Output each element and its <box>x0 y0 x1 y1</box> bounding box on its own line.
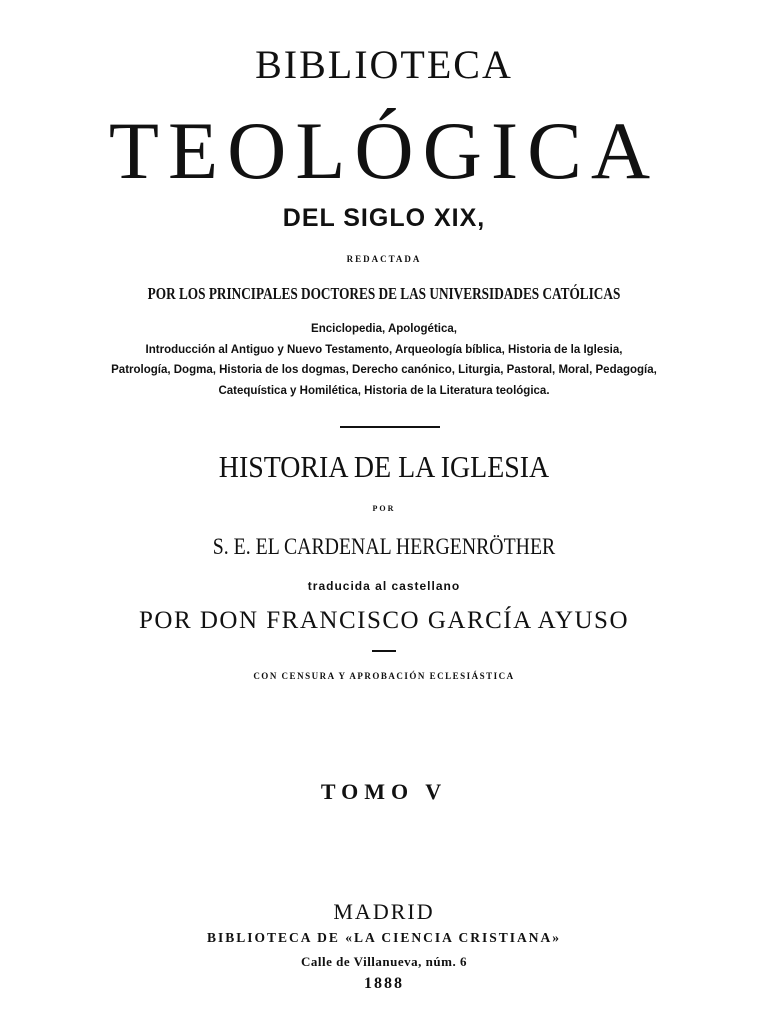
subjects-line: Patrología, Dogma, Historia de los dogmas, Derecho canónico, Liturgia, Pastoral, Moral, Pedagogía, <box>111 364 657 376</box>
translator-name: POR DON FRANCISCO GARCÍA AYUSO <box>138 607 630 634</box>
por-label: POR <box>372 504 396 513</box>
subjects-line: Introducción al Antiguo y Nuevo Testamento, Arqueología bíblica, Historia de la Iglesia, <box>145 344 623 356</box>
series-title: BIBLIOTECA <box>255 42 513 87</box>
subjects-line: Enciclopedia, Apologética, <box>311 323 457 335</box>
authors-line: POR LOS PRINCIPALES DOCTORES DE LAS UNIVERSIDADES CATÓLICAS <box>147 284 621 303</box>
redactada-label: REDACTADA <box>346 254 422 264</box>
imprint-city: MADRID <box>333 899 435 924</box>
imprint-publisher: BIBLIOTECA DE «LA CIENCIA CRISTIANA» <box>206 930 562 945</box>
century-subtitle: DEL SIGLO XIX, <box>282 204 486 232</box>
small-divider <box>372 650 396 652</box>
censura-line: CON CENSURA Y APROBACIÓN ECLESIÁSTICA <box>253 671 515 681</box>
volume-label: TOMO V <box>320 779 448 804</box>
author-name: S. E. EL CARDENAL HERGENRÖTHER <box>212 534 556 559</box>
translated-label: traducida al castellano <box>307 579 461 593</box>
work-title: HISTORIA DE LA IGLESIA <box>218 449 550 484</box>
imprint-address: Calle de Villanueva, núm. 6 <box>301 954 467 969</box>
imprint-year: 1888 <box>364 975 404 992</box>
main-title: TEOLÓGICA <box>108 105 660 196</box>
subjects-line: Catequística y Homilética, Historia de la Literatura teológica. <box>218 385 550 397</box>
section-divider <box>340 426 440 428</box>
